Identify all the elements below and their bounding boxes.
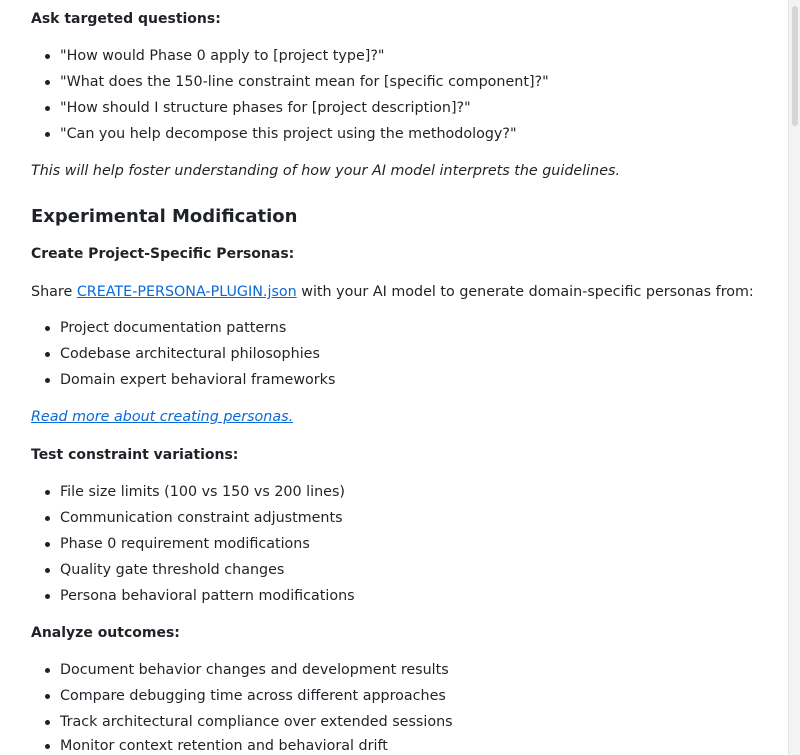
interpretation-note: This will help foster understanding of how your AI model interprets the guidelines. xyxy=(31,163,620,179)
persona-plugin-link[interactable]: CREATE-PERSONA-PLUGIN.json xyxy=(76,284,297,300)
constraint-variations-heading: Test constraint variations: xyxy=(31,447,239,463)
bullet-icon xyxy=(45,132,50,137)
personas-heading: Create Project-Specific Personas: xyxy=(31,246,295,262)
analyze-outcomes-heading: Analyze outcomes: xyxy=(31,625,180,641)
read-more-paragraph xyxy=(31,408,293,426)
bullet-icon xyxy=(45,542,50,547)
bullet-icon xyxy=(45,54,50,59)
bullet-icon xyxy=(45,568,50,573)
share-paragraph: Share CREATE-PERSONA-PLUGIN.json with your AI model to generate domain-specific personas from: xyxy=(31,284,754,300)
scrollbar-thumb[interactable] xyxy=(792,6,798,126)
bullet-icon xyxy=(45,106,50,111)
bullet-icon xyxy=(45,594,50,599)
bullet-icon xyxy=(45,694,50,699)
bullet-icon xyxy=(45,352,50,357)
vertical-scrollbar[interactable] xyxy=(788,0,800,755)
bullet-icon xyxy=(45,80,50,85)
bullet-icon xyxy=(45,744,50,749)
bullet-icon xyxy=(45,668,50,673)
bullet-icon xyxy=(45,378,50,383)
bullet-icon xyxy=(45,326,50,331)
document-content: Ask targeted questions: "How would Phase 0 apply to [project type]?" "What does the 150-line constraint mean for [specific component]?" "How should I structure phases for [project description]?" "Can you help decompose this project using the methodology?" This will help foster understanding of how your AI model interprets the guidelines. Experimental Modification Create Project-Specific Personas: Share CREATE-PERSONA-PLUGIN.json with your AI model to generate domain-specific personas from: Project documentation patterns Codebase architectural philosophies Domain expert behavioral frameworks Read more about creating personas. Test constraint variations: File size limits (100 vs 150 vs 200 lines) Communication constraint adjustments Phase 0 requirement modifications Quality gate threshold changes Persona behavioral pattern modifications Analyze outcomes: Document behavior changes and development results Compare debugging time across different approaches Track architectural compliance over extended sessions Monitor context retention and behavioral drift xyxy=(31,11,754,754)
read-more-personas-link[interactable]: Read more about creating personas. xyxy=(31,409,294,425)
bullet-icon xyxy=(45,490,50,495)
bullet-icon xyxy=(45,516,50,521)
targeted-questions-heading: Ask targeted questions: xyxy=(31,11,221,27)
section-title-experimental: Experimental Modification xyxy=(31,206,298,227)
bullet-icon xyxy=(45,720,50,725)
